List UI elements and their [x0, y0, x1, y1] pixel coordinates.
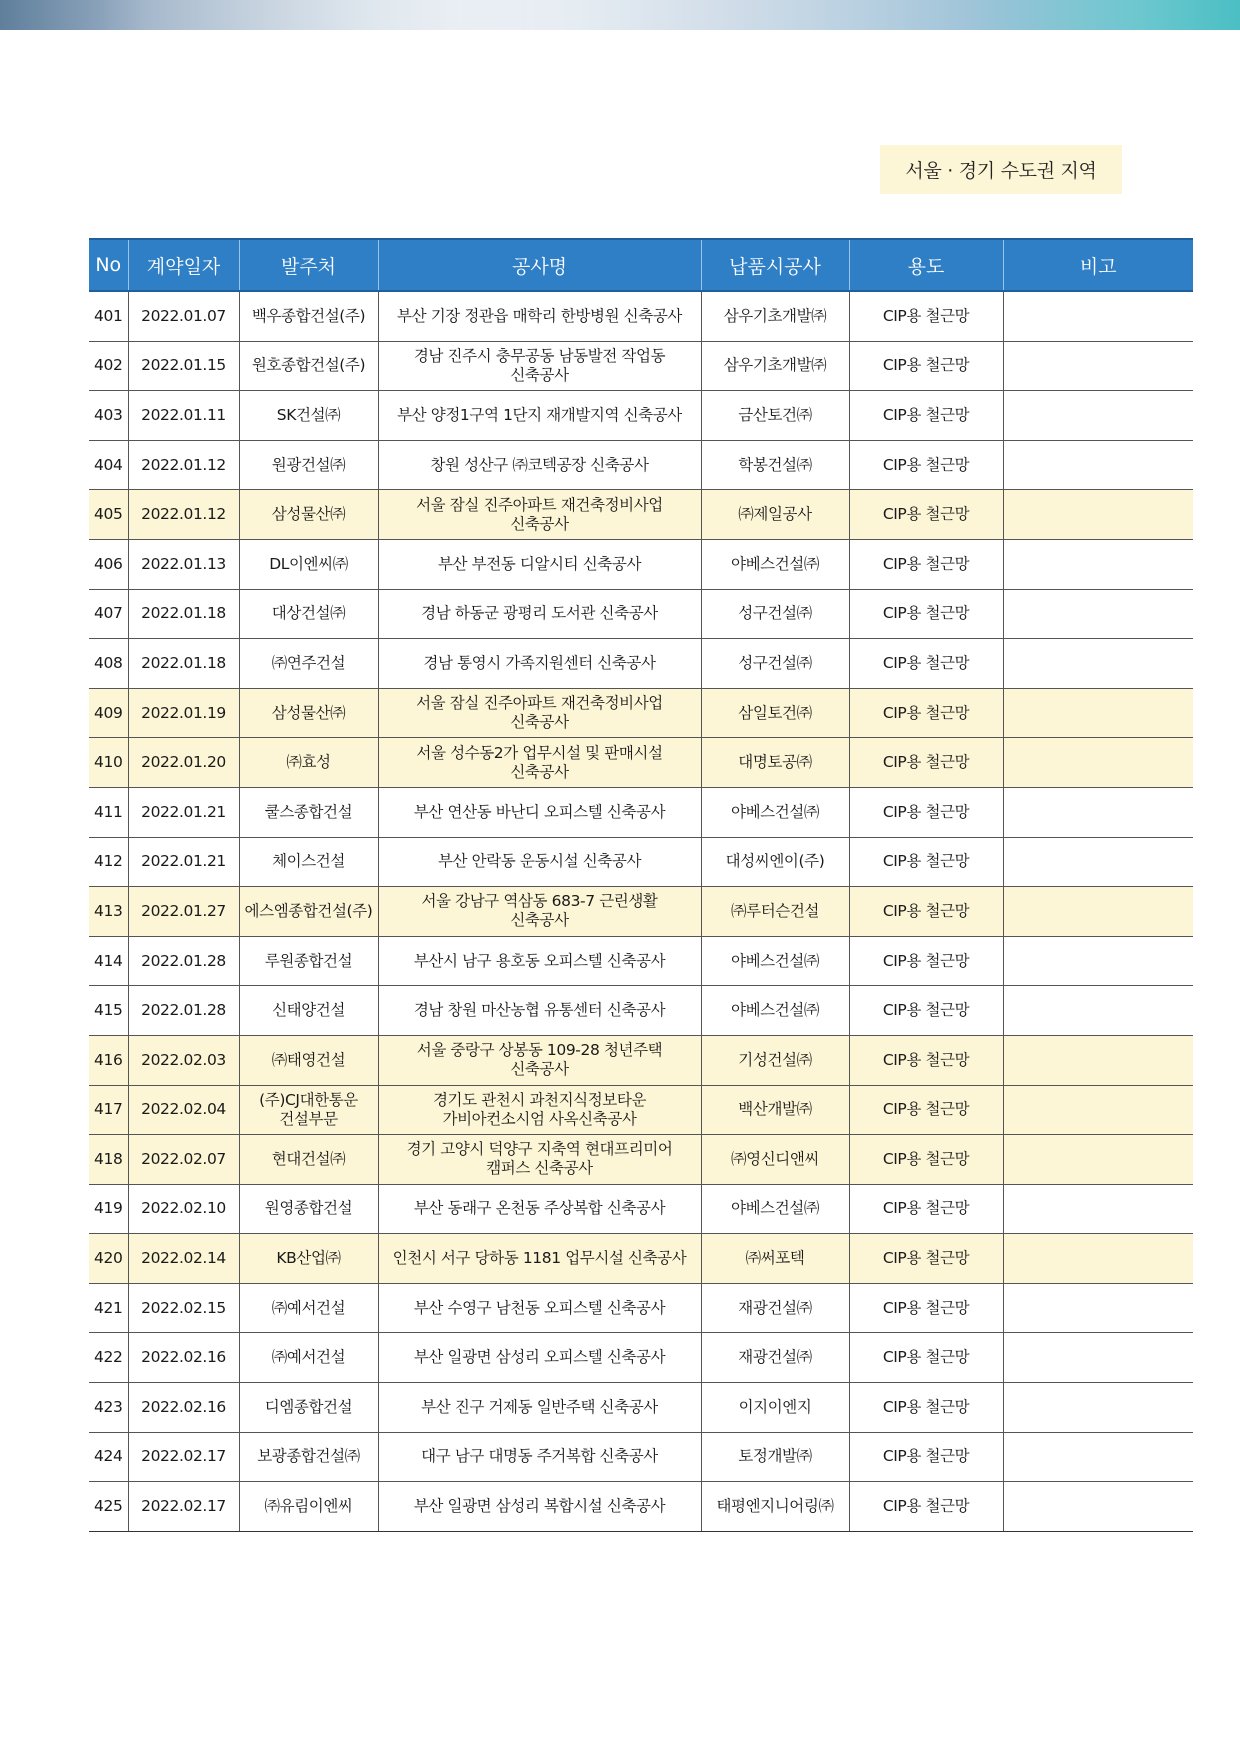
cell-no: 411 — [89, 787, 128, 837]
cell-client: 에스엠종합건설(주) — [239, 887, 378, 937]
cell-contractor: 이지이엔지 — [701, 1383, 849, 1433]
cell-project: 부산 기장 정관읍 매학리 한방병원 신축공사 — [378, 291, 701, 341]
cell-note — [1003, 887, 1193, 937]
cell-client: ㈜예서건설 — [239, 1283, 378, 1333]
cell-date: 2022.01.20 — [128, 738, 239, 788]
cell-contractor: ㈜루터슨건설 — [701, 887, 849, 937]
cell-no: 416 — [89, 1035, 128, 1085]
cell-client: SK건설㈜ — [239, 391, 378, 441]
cell-project: 경기도 관천시 과천지식정보타운 가비아컨소시엄 사옥신축공사 — [378, 1085, 701, 1135]
cell-no: 403 — [89, 391, 128, 441]
cell-date: 2022.02.10 — [128, 1184, 239, 1234]
cell-usage: CIP용 철근망 — [849, 1383, 1003, 1433]
cell-client: ㈜태영건설 — [239, 1035, 378, 1085]
cell-note — [1003, 1432, 1193, 1482]
cell-client: 백우종합건설(주) — [239, 291, 378, 341]
cell-note — [1003, 688, 1193, 738]
table-row — [89, 936, 1193, 986]
cell-no: 406 — [89, 539, 128, 589]
cell-usage: CIP용 철근망 — [849, 1135, 1003, 1185]
cell-date: 2022.01.27 — [128, 887, 239, 937]
col-header-date: 계약일자 — [128, 239, 239, 291]
cell-usage: CIP용 철근망 — [849, 936, 1003, 986]
cell-date: 2022.02.16 — [128, 1383, 239, 1433]
table-row — [89, 1035, 1193, 1085]
table-row — [89, 391, 1193, 441]
cell-usage: CIP용 철근망 — [849, 688, 1003, 738]
cell-project: 서울 중랑구 상봉동 109-28 청년주택 신축공사 — [378, 1035, 701, 1085]
cell-project: 부산 연산동 바난디 오피스텔 신축공사 — [378, 787, 701, 837]
cell-client: 원광건설㈜ — [239, 440, 378, 490]
table-row — [89, 341, 1193, 391]
cell-note — [1003, 440, 1193, 490]
cell-date: 2022.02.15 — [128, 1283, 239, 1333]
cell-no: 420 — [89, 1234, 128, 1284]
cell-note — [1003, 1383, 1193, 1433]
cell-contractor: 야베스건설㈜ — [701, 986, 849, 1036]
cell-date: 2022.01.28 — [128, 936, 239, 986]
cell-contractor: 야베스건설㈜ — [701, 539, 849, 589]
cell-client: 삼성물산㈜ — [239, 688, 378, 738]
table-row — [89, 440, 1193, 490]
cell-contractor: ㈜써포텍 — [701, 1234, 849, 1284]
cell-usage: CIP용 철근망 — [849, 440, 1003, 490]
cell-project: 경남 창원 마산농협 유통센터 신축공사 — [378, 986, 701, 1036]
cell-no: 419 — [89, 1184, 128, 1234]
cell-project: 경남 하동군 광평리 도서관 신축공사 — [378, 589, 701, 639]
table-row — [89, 539, 1193, 589]
table-row — [89, 1283, 1193, 1333]
cell-date: 2022.01.11 — [128, 391, 239, 441]
cell-contractor: 삼일토건㈜ — [701, 688, 849, 738]
cell-contractor: 백산개발㈜ — [701, 1085, 849, 1135]
cell-note — [1003, 490, 1193, 540]
cell-no: 414 — [89, 936, 128, 986]
cell-date: 2022.02.17 — [128, 1482, 239, 1532]
cell-note — [1003, 787, 1193, 837]
table-row — [89, 738, 1193, 788]
top-decorative-band — [0, 0, 1240, 30]
cell-project: 부산 안락동 운동시설 신축공사 — [378, 837, 701, 887]
table-row — [89, 1432, 1193, 1482]
cell-date: 2022.01.18 — [128, 589, 239, 639]
cell-no: 423 — [89, 1383, 128, 1433]
cell-project: 부산 수영구 남천동 오피스텔 신축공사 — [378, 1283, 701, 1333]
cell-no: 412 — [89, 837, 128, 887]
cell-client: 쿨스종합건설 — [239, 787, 378, 837]
cell-client: 원영종합건설 — [239, 1184, 378, 1234]
table-row — [89, 986, 1193, 1036]
cell-client: 원호종합건설(주) — [239, 341, 378, 391]
col-header-client: 발주처 — [239, 239, 378, 291]
cell-no: 421 — [89, 1283, 128, 1333]
cell-usage: CIP용 철근망 — [849, 589, 1003, 639]
cell-no: 424 — [89, 1432, 128, 1482]
cell-contractor: 야베스건설㈜ — [701, 787, 849, 837]
cell-no: 410 — [89, 738, 128, 788]
cell-contractor: 야베스건설㈜ — [701, 936, 849, 986]
cell-no: 415 — [89, 986, 128, 1036]
cell-contractor: 대명토공㈜ — [701, 738, 849, 788]
cell-note — [1003, 986, 1193, 1036]
cell-contractor: 야베스건설㈜ — [701, 1184, 849, 1234]
cell-contractor: 기성건설㈜ — [701, 1035, 849, 1085]
cell-project: 부산 동래구 온천동 주상복합 신축공사 — [378, 1184, 701, 1234]
cell-project: 창원 성산구 ㈜코텍공장 신축공사 — [378, 440, 701, 490]
col-header-no: No — [89, 239, 128, 291]
cell-date: 2022.01.12 — [128, 490, 239, 540]
cell-client: 디엠종합건설 — [239, 1383, 378, 1433]
region-badge: 서울 · 경기 수도권 지역 — [880, 145, 1122, 194]
cell-client: 체이스건설 — [239, 837, 378, 887]
cell-date: 2022.02.14 — [128, 1234, 239, 1284]
cell-usage: CIP용 철근망 — [849, 1432, 1003, 1482]
cell-usage: CIP용 철근망 — [849, 986, 1003, 1036]
cell-note — [1003, 291, 1193, 341]
cell-note — [1003, 1184, 1193, 1234]
cell-contractor: 학봉건설㈜ — [701, 440, 849, 490]
cell-date: 2022.01.28 — [128, 986, 239, 1036]
cell-contractor: 재광건설㈜ — [701, 1333, 849, 1383]
cell-client: 현대건설㈜ — [239, 1135, 378, 1185]
cell-project: 부산 부전동 디알시티 신축공사 — [378, 539, 701, 589]
cell-client: KB산업㈜ — [239, 1234, 378, 1284]
cell-project: 부산 일광면 삼성리 복합시설 신축공사 — [378, 1482, 701, 1532]
table-row — [89, 1085, 1193, 1135]
cell-project: 부산 일광면 삼성리 오피스텔 신축공사 — [378, 1333, 701, 1383]
cell-usage: CIP용 철근망 — [849, 391, 1003, 441]
table-body — [89, 291, 1193, 1531]
cell-note — [1003, 738, 1193, 788]
cell-contractor: 성구건설㈜ — [701, 639, 849, 689]
cell-usage: CIP용 철근망 — [849, 1234, 1003, 1284]
cell-usage: CIP용 철근망 — [849, 1035, 1003, 1085]
cell-contractor: ㈜영신디앤씨 — [701, 1135, 849, 1185]
cell-usage: CIP용 철근망 — [849, 738, 1003, 788]
cell-no: 422 — [89, 1333, 128, 1383]
cell-note — [1003, 1135, 1193, 1185]
cell-usage: CIP용 철근망 — [849, 1283, 1003, 1333]
cell-client: 신태양건설 — [239, 986, 378, 1036]
cell-no: 402 — [89, 341, 128, 391]
cell-date: 2022.01.07 — [128, 291, 239, 341]
cell-contractor: 재광건설㈜ — [701, 1283, 849, 1333]
cell-note — [1003, 1035, 1193, 1085]
cell-client: ㈜예서건설 — [239, 1333, 378, 1383]
table-row — [89, 1234, 1193, 1284]
cell-note — [1003, 639, 1193, 689]
cell-note — [1003, 1333, 1193, 1383]
cell-date: 2022.02.03 — [128, 1035, 239, 1085]
cell-contractor: 태평엔지니어링㈜ — [701, 1482, 849, 1532]
cell-no: 413 — [89, 887, 128, 937]
cell-date: 2022.01.18 — [128, 639, 239, 689]
table-row — [89, 1184, 1193, 1234]
cell-usage: CIP용 철근망 — [849, 490, 1003, 540]
table-row — [89, 639, 1193, 689]
cell-note — [1003, 589, 1193, 639]
cell-project: 서울 성수동2가 업무시설 및 판매시설 신축공사 — [378, 738, 701, 788]
cell-client: 대상건설㈜ — [239, 589, 378, 639]
cell-project: 부산 양정1구역 1단지 재개발지역 신축공사 — [378, 391, 701, 441]
cell-usage: CIP용 철근망 — [849, 837, 1003, 887]
cell-project: 부산 진구 거제동 일반주택 신축공사 — [378, 1383, 701, 1433]
cell-usage: CIP용 철근망 — [849, 539, 1003, 589]
cell-date: 2022.01.19 — [128, 688, 239, 738]
cell-no: 404 — [89, 440, 128, 490]
cell-date: 2022.02.04 — [128, 1085, 239, 1135]
cell-contractor: 금산토건㈜ — [701, 391, 849, 441]
cell-usage: CIP용 철근망 — [849, 1333, 1003, 1383]
cell-contractor: 성구건설㈜ — [701, 589, 849, 639]
cell-note — [1003, 936, 1193, 986]
cell-client: (주)CJ대한통운 건설부문 — [239, 1085, 378, 1135]
cell-note — [1003, 539, 1193, 589]
cell-date: 2022.01.12 — [128, 440, 239, 490]
cell-project: 대구 남구 대명동 주거복합 신축공사 — [378, 1432, 701, 1482]
cell-usage: CIP용 철근망 — [849, 341, 1003, 391]
table-row — [89, 1135, 1193, 1185]
cell-date: 2022.01.21 — [128, 837, 239, 887]
cell-contractor: ㈜제일공사 — [701, 490, 849, 540]
cell-usage: CIP용 철근망 — [849, 291, 1003, 341]
table-row — [89, 1333, 1193, 1383]
table-row — [89, 490, 1193, 540]
cell-client: 루원종합건설 — [239, 936, 378, 986]
col-header-note: 비고 — [1003, 239, 1193, 291]
cell-no: 401 — [89, 291, 128, 341]
cell-project: 경남 진주시 충무공동 남동발전 작업동 신축공사 — [378, 341, 701, 391]
cell-no: 407 — [89, 589, 128, 639]
cell-note — [1003, 1283, 1193, 1333]
cell-client: 보광종합건설㈜ — [239, 1432, 378, 1482]
cell-project: 인천시 서구 당하동 1181 업무시설 신축공사 — [378, 1234, 701, 1284]
cell-contractor: 삼우기초개발㈜ — [701, 341, 849, 391]
table-row — [89, 589, 1193, 639]
cell-note — [1003, 1085, 1193, 1135]
cell-no: 425 — [89, 1482, 128, 1532]
cell-date: 2022.02.16 — [128, 1333, 239, 1383]
contracts-table — [89, 238, 1193, 1532]
cell-date: 2022.01.21 — [128, 787, 239, 837]
col-header-contractor: 납품시공사 — [701, 239, 849, 291]
band-highlight — [100, 0, 1000, 30]
table-header-row — [89, 239, 1193, 291]
cell-project: 서울 잠실 진주아파트 재건축정비사업 신축공사 — [378, 688, 701, 738]
table-row — [89, 787, 1193, 837]
table-row — [89, 1383, 1193, 1433]
cell-date: 2022.02.07 — [128, 1135, 239, 1185]
cell-contractor: 삼우기초개발㈜ — [701, 291, 849, 341]
cell-project: 경남 통영시 가족지원센터 신축공사 — [378, 639, 701, 689]
cell-project: 부산시 남구 용호동 오피스텔 신축공사 — [378, 936, 701, 986]
cell-usage: CIP용 철근망 — [849, 639, 1003, 689]
cell-usage: CIP용 철근망 — [849, 887, 1003, 937]
cell-contractor: 토정개발㈜ — [701, 1432, 849, 1482]
cell-note — [1003, 391, 1193, 441]
cell-no: 408 — [89, 639, 128, 689]
cell-no: 405 — [89, 490, 128, 540]
cell-usage: CIP용 철근망 — [849, 1184, 1003, 1234]
cell-no: 418 — [89, 1135, 128, 1185]
col-header-usage: 용도 — [849, 239, 1003, 291]
cell-date: 2022.01.13 — [128, 539, 239, 589]
cell-usage: CIP용 철근망 — [849, 1085, 1003, 1135]
table-row — [89, 1482, 1193, 1532]
cell-client: DL이엔씨㈜ — [239, 539, 378, 589]
cell-note — [1003, 1482, 1193, 1532]
cell-client: ㈜연주건설 — [239, 639, 378, 689]
table-row — [89, 837, 1193, 887]
cell-usage: CIP용 철근망 — [849, 1482, 1003, 1532]
cell-date: 2022.01.15 — [128, 341, 239, 391]
cell-note — [1003, 837, 1193, 887]
cell-client: ㈜유림이엔씨 — [239, 1482, 378, 1532]
cell-no: 417 — [89, 1085, 128, 1135]
table-row — [89, 887, 1193, 937]
table-row — [89, 291, 1193, 341]
cell-project: 서울 잠실 진주아파트 재건축정비사업 신축공사 — [378, 490, 701, 540]
cell-no: 409 — [89, 688, 128, 738]
cell-note — [1003, 341, 1193, 391]
col-header-project: 공사명 — [378, 239, 701, 291]
cell-client: 삼성물산㈜ — [239, 490, 378, 540]
table-row — [89, 688, 1193, 738]
cell-project: 경기 고양시 덕양구 지축역 현대프리미어 캠퍼스 신축공사 — [378, 1135, 701, 1185]
cell-date: 2022.02.17 — [128, 1432, 239, 1482]
cell-client: ㈜효성 — [239, 738, 378, 788]
cell-project: 서울 강남구 역삼동 683-7 근린생활 신축공사 — [378, 887, 701, 937]
cell-note — [1003, 1234, 1193, 1284]
cell-usage: CIP용 철근망 — [849, 787, 1003, 837]
cell-contractor: 대성씨엔이(주) — [701, 837, 849, 887]
